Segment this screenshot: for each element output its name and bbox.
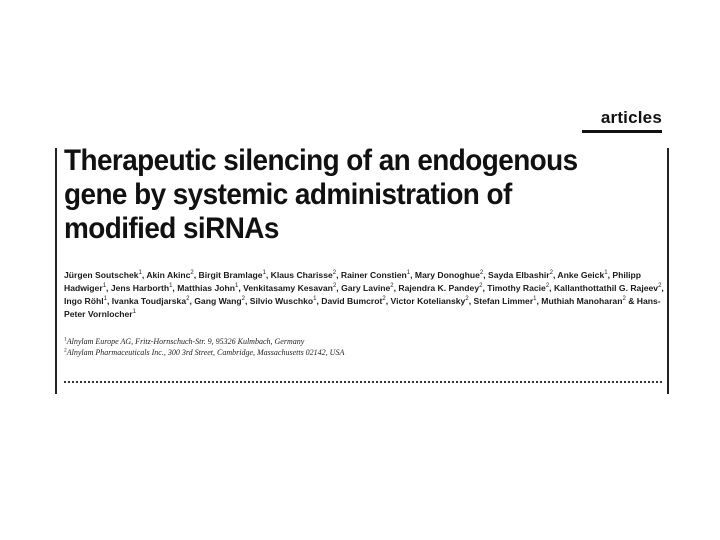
author-name: Gary Lavine [341,283,391,293]
author-name: Jürgen Soutschek [64,270,139,280]
author-name: Kallanthottathil G. Rajeev [553,283,659,293]
author-name: Birgit Bramlage [198,270,263,280]
affiliation-text: Alnylam Europe AG, Fritz-Hornschuch-Str. 9, 95326 Kulmbach, Germany [66,337,305,346]
author-affiliation-mark: 1 [406,270,411,277]
author-affiliation-mark: 1 [138,270,142,277]
author-affiliation-mark: 1 [262,270,266,277]
author-name: Timothy Racie [487,283,546,293]
affiliation-line [64,336,664,347]
author-name: Klaus Charisse [270,270,333,280]
author-name: Gang Wang [194,296,242,306]
author-name: Matthias John [177,283,235,293]
left-column-rule [55,148,57,394]
author-name: Sayda Elbashir [487,270,550,280]
author-affiliation-mark: 2 [549,270,553,277]
author-affiliation-mark: 2 [479,270,484,277]
author-affiliation-mark: 2 [190,270,194,277]
author-affiliation-mark: 1 [313,296,317,303]
author-affiliation-mark: 1 [234,283,239,290]
author-name: Stefan Limmer [473,296,534,306]
author-affiliation-mark: 2 [382,296,386,303]
author-name: Venkitasamy Kesavan [243,283,333,293]
author-affiliation-mark: 1 [604,270,608,277]
author-affiliation-mark: 2 [390,283,394,290]
author-name: Rainer Constien [340,270,407,280]
author-name: Philipp Hadwiger [64,270,642,293]
affiliation-list [64,336,664,358]
author-affiliation-mark: 2 [465,296,469,303]
author-affiliation-mark: 2 [545,283,550,290]
author-name: Jens Harborth [110,283,170,293]
author-affiliation-mark: 2 [332,270,337,277]
author-name: Muthiah Manoharan [541,296,623,306]
author-name: Hans-Peter Vornlocher [64,296,661,319]
author-affiliation-mark: 1 [533,296,537,303]
author-affiliation-mark: 1 [102,283,107,290]
author-name: Mary Donoghue [414,270,480,280]
affiliation-mark: 2 [64,347,67,354]
author-name: Victor Koteliansky [390,296,466,306]
dotted-separator [64,381,662,383]
affiliation-line [64,347,664,358]
author-affiliation-mark: 2 [241,296,245,303]
author-name: Silvio Wuschko [249,296,314,306]
author-name: David Bumcrot [321,296,383,306]
author-affiliation-mark: 2 [622,296,626,303]
author-name: Ingo Röhl [64,296,104,306]
author-list: Jürgen Soutschek$^1$, Akin Akinc$^2$, Birgit Bramlage$^1$, Klaus Charisse$^2$, Rainer Constien$^1$, Mary Donoghue$^2$, Sayda Elbashir$^2$, Anke Geick$^1$, Philipp Hadwiger$^1$, Jens Harborth$^1$, Matthias John$^1$, Venkitasamy Kesavan$^2$, Gary Lavine$^2$, Rajendra K. Pandey$^2$, Timothy Racie$^2$, Kallanthottathil G. Rajeev$^2$, Ingo Röhl$^1$, Ivanka Toudjarska$^2$, Gang Wang$^2$, Silvio Wuschko$^1$, David Bumcrot$^2$, Victor Koteliansky$^2$, Stefan Limmer$^1$, Muthiah Manoharan$^2$ & Hans-Peter Vornlocher$^1$ [64,270,664,319]
author-affiliation-mark: 2 [186,296,190,303]
author-affiliation-mark: 2 [479,283,483,290]
author-name: Rajendra K. Pandey [398,283,480,293]
author-affiliation-mark: 2 [332,283,337,290]
affiliation-mark: 1 [64,336,67,343]
author-name: Akin Akinc [146,270,191,280]
section-rule [582,130,662,133]
author-affiliation-mark: 2 [658,283,662,290]
author-affiliation-mark: 1 [103,296,107,303]
article-title: Therapeutic silencing of an endogenous gene by systemic administration of modified siRNAs [64,144,578,245]
author-affiliation-mark: 1 [169,283,173,290]
affiliation-text: Alnylam Pharmaceuticals Inc., 300 3rd Street, Cambridge, Massachusetts 02142, USA [66,348,345,357]
author-affiliation-mark: 1 [132,309,136,316]
right-column-rule [667,148,669,394]
author-name: Anke Geick [557,270,605,280]
section-label: articles [600,108,662,127]
article-clipping [54,104,670,396]
author-name: Ivanka Toudjarska [111,296,187,306]
